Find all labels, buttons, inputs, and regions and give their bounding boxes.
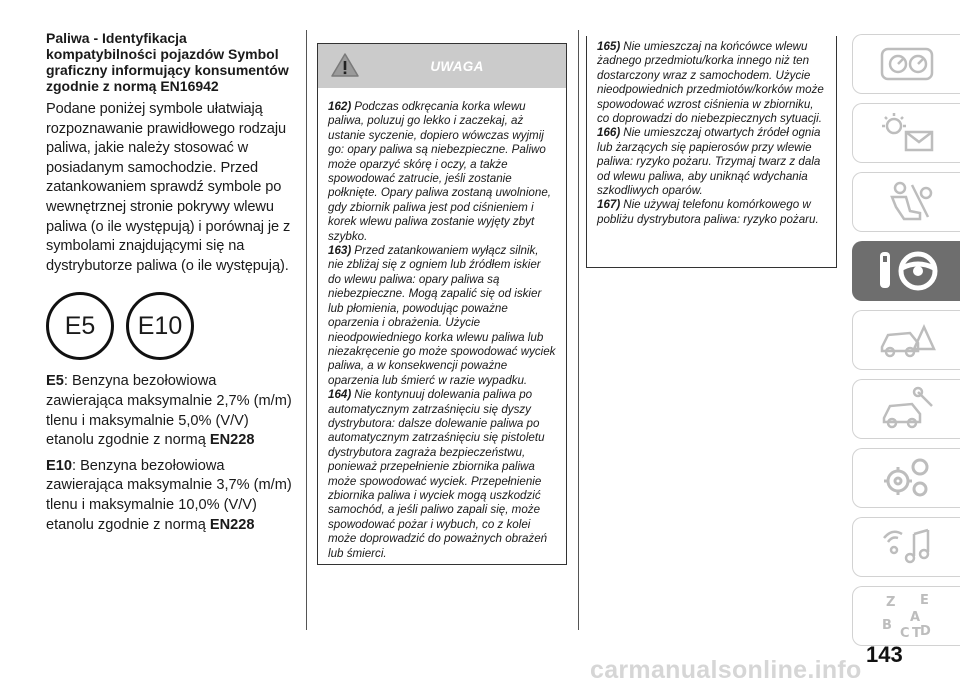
watermark: carmanualsonline.info xyxy=(590,656,862,684)
tab-dashboard[interactable] xyxy=(852,34,960,94)
warning-continuation-body xyxy=(587,36,836,227)
note-text: Przed zatankowaniem wyłącz silnik, nie zbliżaj się z ogniem lub źródłem iskier do wlewu paliwa: opary paliwa są niebezpieczne. Mogą zapalić się od iskier lub płomienia, powodując poważne oparzenia i obrażenia. Użycie nieodpowiedniego korka wlewu paliwa lub niezakręcenie go może spowodować wyciek paliwa, a w konsekwencji poważne oparzenia lub śmierć w razie wypadku. xyxy=(328,244,556,387)
warning-note xyxy=(328,388,556,561)
tab-index[interactable] xyxy=(852,586,960,646)
note-text: Nie używaj telefonu komórkowego w pobliżu dystrybutora paliwa: ryzyko pożaru. xyxy=(597,198,819,226)
tab-warning-lights[interactable] xyxy=(852,103,960,163)
note-text: Podczas odkręcania korka wlewu paliwa, poluzuj go lekko i zaczekaj, aż ustanie syczenie, dopiero wówczas wyjmij go: opary paliwa są niebezpieczne. Paliwo może oparzyć skórę i oczy, a także spowodować zatrucie, jeśli zostanie połknięte. Opary paliwa zostaną uwolnione, gdy zbiornik paliwa jest pod ciśnieniem i korek wlewu paliwa zostanie wyjęty zbyt szybko. xyxy=(328,100,551,243)
intro-paragraph: Podane poniżej symbole ułatwiają rozpoznawanie prawidłowego rodzaju paliwa, jakie należy stosować w posiadanym samochodzie. Przed zatankowaniem sprawdź symbole po wewnętrznej stronie pokrywy wlewu paliwa (o ile występują) i porównaj je z symbolami znajdującymi się na dystrybutorze paliwa (o ile występują). xyxy=(46,101,291,274)
tab-multimedia[interactable] xyxy=(852,517,960,577)
tab-maintenance[interactable] xyxy=(852,379,960,439)
fuel-code: E10 xyxy=(46,457,72,474)
note-text: Nie kontynuuj dolewania paliwa po automatycznym zatrzaśnięciu się dyszy dystrybutora: dalsze dolewanie paliwa po automatycznym zatrzaśnięciu się pistoletu dystrybutora zagraża bezpieczeństwu, ponieważ przepełnienie zbiornika paliwa może spowodować wyciek. Przepełnienie zbiornika paliwa i wyciek mogą uszkodzić samochód, a jeśli paliwo zapali się, może spowodować pożar i wybuch, co z kolei może doprowadzić do poważnych obrażeń lub śmierci. xyxy=(328,388,548,560)
fuel-identification-column xyxy=(46,30,296,541)
warning-body xyxy=(318,88,566,561)
fuel-description: : Benzyna bezołowiowa zawierająca maksymalnie 2,7% (m/m) tlenu i maksymalnie 5,0% (V/V) etanolu zgodnie z normą xyxy=(46,373,292,449)
fuel-symbol-e10: E10 xyxy=(126,292,194,360)
alphabet-index-icon xyxy=(876,591,938,641)
warning-note xyxy=(597,198,826,227)
fuel-code: E5 xyxy=(46,373,64,390)
gears-icon xyxy=(876,453,938,503)
svg-text:B: B xyxy=(881,618,892,633)
fuel-symbols xyxy=(46,292,296,360)
key-steering-wheel-icon xyxy=(872,246,942,296)
fuel-norm: EN228 xyxy=(209,432,255,449)
note-number: 164) xyxy=(328,388,352,402)
tab-technical-data[interactable] xyxy=(852,448,960,508)
fuel-item-e5 xyxy=(46,372,296,450)
note-number: 167) xyxy=(597,198,621,212)
warning-note xyxy=(597,40,826,126)
warning-continuation-box xyxy=(586,36,837,268)
note-number: 163) xyxy=(328,244,352,258)
note-text: Nie umieszczaj na końcówce wlewu żadnego przedmiotu/korka innego niż ten dostarczony wraz z samochodem. Użycie nieodpowiednich przedmiotów/korków może spowodować wzrost ciśnienia w zbiorniku, co doprowadzi do niebezpiecznych sytuacji. xyxy=(597,40,824,126)
warning-lights-icon xyxy=(876,110,938,156)
warning-header xyxy=(318,44,566,88)
warning-box xyxy=(317,43,567,565)
warning-title: UWAGA xyxy=(430,58,484,74)
note-number: 166) xyxy=(597,126,621,140)
chapter-tabs xyxy=(852,34,960,655)
fuel-norm: EN228 xyxy=(209,516,255,533)
tab-emergency[interactable] xyxy=(852,310,960,370)
note-number: 162) xyxy=(328,100,352,113)
fuel-item-e10 xyxy=(46,457,296,535)
car-breakdown-icon xyxy=(876,317,938,363)
svg-text:A: A xyxy=(909,610,920,625)
fuel-symbol-e5: E5 xyxy=(46,292,114,360)
svg-text:E: E xyxy=(919,593,929,608)
warning-triangle-icon xyxy=(330,52,360,83)
warning-note xyxy=(328,100,556,244)
fuel-description: : Benzyna bezołowiowa zawierająca maksymalnie 3,7% (m/m) tlenu i maksymalnie 10,0% (V/V) etanolu zgodnie z normą xyxy=(46,457,292,533)
svg-text:T: T xyxy=(911,626,921,641)
column-divider xyxy=(306,30,307,630)
seat-safety-icon xyxy=(876,179,938,225)
tab-starting-driving[interactable] xyxy=(852,241,960,301)
tab-safety[interactable] xyxy=(852,172,960,232)
column-divider xyxy=(578,30,579,630)
wrench-car-icon xyxy=(876,386,938,432)
note-text: Nie umieszczaj otwartych źródeł ognia lub żarzących się papierosów przy wlewie paliwa: ryzyko pożaru. Trzymaj twarz z dala od wlewu paliwa, aby uniknąć wdychania szkodliwych oparów. xyxy=(597,126,821,198)
note-number: 165) xyxy=(597,40,621,53)
warning-note xyxy=(597,126,826,198)
svg-text:Z: Z xyxy=(885,595,895,610)
multimedia-icon xyxy=(876,522,938,572)
svg-text:C: C xyxy=(899,626,910,641)
warning-note xyxy=(328,244,556,388)
car-dashboard-icon xyxy=(876,43,938,85)
page-number: 143 xyxy=(866,642,903,667)
svg-text:D: D xyxy=(919,624,931,639)
section-heading: Paliwa - Identyfikacja kompatybilności pojazdów Symbol graficzny informujący konsumentów zgodnie z normą EN16942 xyxy=(46,30,289,94)
